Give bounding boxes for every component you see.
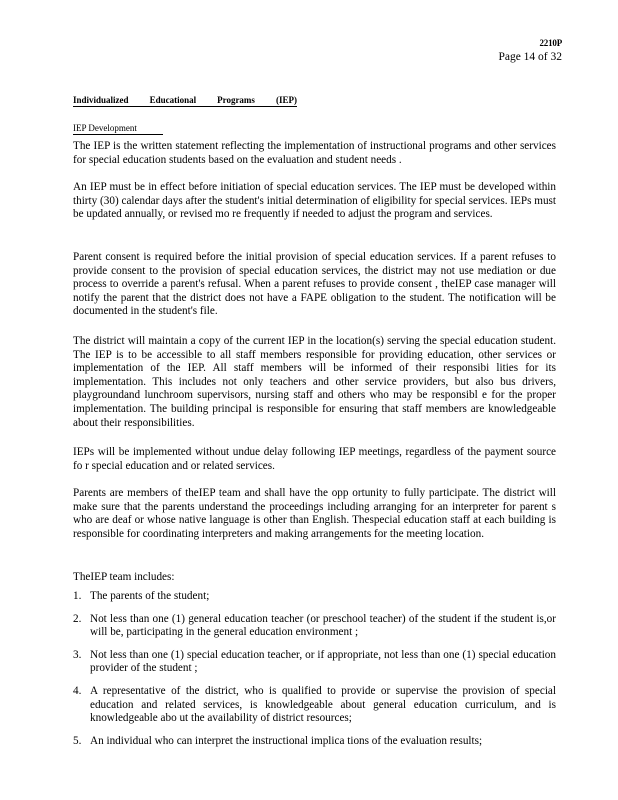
paragraph xyxy=(73,335,556,430)
list-item xyxy=(73,613,556,640)
list-number: 1. xyxy=(73,590,82,602)
list-item xyxy=(73,685,556,726)
paragraph xyxy=(73,487,556,541)
list-item xyxy=(73,649,556,676)
list-item xyxy=(73,590,556,604)
paragraph-text: Parents are members of theIEP team and shall have the opp ortunity to fully participate. The district will make sure that the parents understand the proceedings including arranging for an interpreter for parent s who are deaf or whose native language is other than English. Thespecial education staff at each building is responsible for coordinating interpreters and making arrangements for the meeting location. xyxy=(73,487,556,540)
paragraph-text: Parent consent is required before the initial provision of special education services. If a parent refuses to provide consent to the provision of special education services, the district may not use mediation or due process to override a parent's refusal. When a parent refuses to provide consent , theIEP case manager will notify the parent that the district does not have a FAPE obligation to the student. The notification will be documented in the student's file. xyxy=(73,251,556,318)
team-list xyxy=(73,590,556,757)
section-heading: IEP Development xyxy=(73,122,163,135)
paragraph-text: An IEP must be in effect before initiation of special education services. The IEP must be developed within thirty (30) calendar days after the student's initial determination of eligibility for special services. IEPs must be updated annually, or revised mo re frequently if needed to adjust the program and services. xyxy=(73,181,556,221)
list-item-text: A representative of the district, who is qualified to provide or supervise the provision of special education and related services, is knowledgeable about general education curriculum, and is knowledgeable abo ut the availability of district resources; xyxy=(90,684,556,725)
paragraph-text: The district will maintain a copy of the current IEP in the location(s) serving the special education student. The IEP is to be accessible to all staff members responsible for providing education, other services or implementation of the IEP. All staff members will be informed of their responsibi lities for its implementation. This includes not only teachers and other service providers, but also bus drivers, playgroundand lunchroom supervisors, nursing staff and others who may be responsibl e for the proper implementation. The building principal is responsible for ensuring that staff members are knowledgeable about their responsibilities. xyxy=(73,335,556,429)
title-word: Individualized xyxy=(73,95,129,105)
list-item-text: Not less than one (1) general education teacher (or preschool teacher) of the student if the student is,or will be, participating in the general education environment ; xyxy=(90,612,556,639)
title-word: Programs xyxy=(217,95,255,105)
list-item-text: The parents of the student; xyxy=(90,590,210,602)
title-word: (IEP) xyxy=(275,95,297,105)
paragraph-text: The IEP is the written statement reflecting the implementation of instructional programs and other services for special education students based on the evaluation and student needs . xyxy=(73,140,556,166)
list-number: 3. xyxy=(73,648,82,661)
paragraph xyxy=(73,181,556,222)
list-item-text: Not less than one (1) special education teacher, or if appropriate, not less than one (1) special education provider of the student ; xyxy=(90,648,556,675)
paragraph-text: IEPs will be implemented without undue delay following IEP meetings, regardless of the payment source fo r special education and or related services. xyxy=(73,446,556,472)
page-number: Page 14 of 32 xyxy=(498,51,562,63)
paragraph-text: TheIEP team includes: xyxy=(73,571,175,583)
paragraph xyxy=(73,251,556,319)
list-number: 4. xyxy=(73,684,82,697)
list-item xyxy=(73,735,556,749)
policy-code: 2210P xyxy=(539,38,562,48)
list-number: 2. xyxy=(73,612,82,625)
paragraph xyxy=(73,571,556,585)
document-title xyxy=(73,94,297,107)
title-word: Educational xyxy=(149,95,197,105)
list-number: 5. xyxy=(73,734,82,747)
list-item-text: An individual who can interpret the instructional implica tions of the evaluation results; xyxy=(90,734,483,747)
paragraph xyxy=(73,446,556,473)
paragraph xyxy=(73,140,556,167)
